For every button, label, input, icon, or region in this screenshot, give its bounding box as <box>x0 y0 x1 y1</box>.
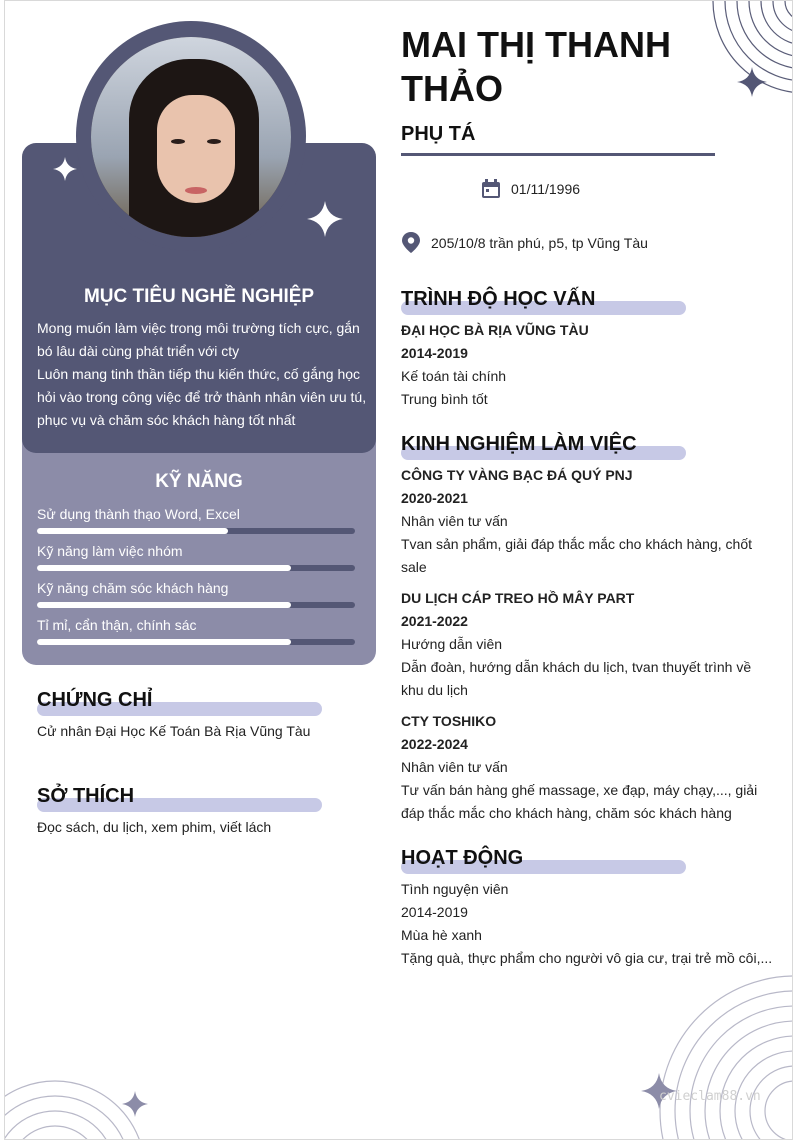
job-description: khu du lịch <box>401 682 468 698</box>
skill-bar-fill <box>37 602 291 608</box>
job-period: 2021-2022 <box>401 613 468 629</box>
experience-job <box>401 587 763 702</box>
education-title: TRÌNH ĐỘ HỌC VẤN <box>401 288 596 310</box>
objective-line: hỏi vào trong công việc để trở thành nhân viên ưu tú, <box>37 389 367 405</box>
experience-heading <box>401 433 637 456</box>
job-position: Nhân viên tư vấn <box>401 513 508 529</box>
skill-bar-fill <box>37 528 228 534</box>
job-description: sale <box>401 559 427 575</box>
activities-block <box>401 878 772 970</box>
address-text: 205/10/8 trần phú, p5, tp Vũng Tàu <box>431 235 648 251</box>
skill-label: Kỹ năng chăm sóc khách hàng <box>37 580 229 596</box>
calendar-icon <box>481 179 501 199</box>
experience-job <box>401 464 763 579</box>
sparkle-icon <box>122 1091 148 1117</box>
location-pin-icon <box>401 232 421 254</box>
job-company: CÔNG TY VÀNG BẠC ĐÁ QUÝ PNJ <box>401 467 633 483</box>
watermark: cvieclam88.vn <box>659 1089 761 1104</box>
education-school: ĐẠI HỌC BÀ RỊA VŨNG TÀU <box>401 322 589 338</box>
address-row <box>401 232 648 254</box>
hobbies-heading <box>37 785 134 808</box>
candidate-name <box>401 23 671 111</box>
experience-job <box>401 710 763 825</box>
hobbies-text: Đọc sách, du lịch, xem phim, viết lách <box>37 819 272 835</box>
job-description: Dẫn đoàn, hướng dẫn khách du lịch, tvan thuyết trình về <box>401 659 752 675</box>
skill-bar <box>37 528 355 534</box>
job-period: 2020-2021 <box>401 490 468 506</box>
certificates-heading <box>37 689 152 712</box>
activities-title: HOẠT ĐỘNG <box>401 847 524 869</box>
role-divider <box>401 153 715 156</box>
job-position: Hướng dẫn viên <box>401 636 503 652</box>
job-company: CTY TOSHIKO <box>401 713 497 729</box>
name-line: MAI THỊ THANH <box>401 24 671 65</box>
education-period: 2014-2019 <box>401 345 468 361</box>
skill-label: Sử dụng thành thạo Word, Excel <box>37 506 240 522</box>
activity-line: 2014-2019 <box>401 904 468 920</box>
education-major: Kế toán tài chính <box>401 368 507 384</box>
hobbies-title: SỞ THÍCH <box>37 785 135 807</box>
skill-label: Tỉ mỉ, cẩn thận, chính sác <box>37 617 197 633</box>
skill-item <box>37 616 355 634</box>
job-position: Nhân viên tư vấn <box>401 759 508 775</box>
activity-line: Tặng quà, thực phẩm cho người vô gia cư, trại trẻ mồ côi,... <box>401 950 773 966</box>
skill-item <box>37 505 355 523</box>
name-line: THẢO <box>401 68 503 109</box>
objective-line: Luôn mang tinh thần tiếp thu kiến thức, cố gắng học <box>37 366 361 382</box>
candidate-role: PHỤ TÁ <box>401 123 476 145</box>
activity-line: Mùa hè xanh <box>401 927 482 943</box>
sparkle-icon <box>307 199 343 239</box>
activity-line: Tình nguyện viên <box>401 881 509 897</box>
certificates-title: CHỨNG CHỈ <box>37 689 153 711</box>
skill-label: Kỹ năng làm việc nhóm <box>37 543 183 559</box>
education-block <box>401 319 589 411</box>
education-heading <box>401 288 595 311</box>
education-grade: Trung bình tốt <box>401 391 488 407</box>
skill-bar-fill <box>37 565 291 571</box>
objective-line: bó lâu dài cùng phát triển với cty <box>37 343 240 359</box>
activities-heading <box>401 847 523 870</box>
objective-line: Mong muốn làm việc trong môi trường tích cực, gắn <box>37 320 360 336</box>
skill-item <box>37 542 355 560</box>
sparkle-icon <box>737 67 767 97</box>
skill-bar <box>37 565 355 571</box>
objective-title: MỤC TIÊU NGHỀ NGHIỆP <box>83 286 315 307</box>
skill-bar <box>37 602 355 608</box>
job-company: DU LỊCH CÁP TREO HỒ MÂY PART <box>401 590 635 606</box>
decorative-arcs <box>645 961 793 1140</box>
birthday-row <box>481 179 580 199</box>
certificates-text: Cử nhân Đại Học Kế Toán Bà Rịa Vũng Tàu <box>37 723 311 739</box>
job-description: Tư vấn bán hàng ghế massage, xe đạp, máy chạy,..., giải <box>401 782 758 798</box>
avatar <box>91 37 291 237</box>
skill-bar-fill <box>37 639 291 645</box>
objective-line: phục vụ và chăm sóc khách hàng tốt nhất <box>37 412 296 428</box>
experience-title: KINH NGHIỆM LÀM VIỆC <box>401 433 637 455</box>
sparkle-icon <box>53 157 77 181</box>
job-description: Tvan sản phẩm, giải đáp thắc mắc cho khách hàng, chốt <box>401 536 752 552</box>
objective-text <box>37 317 367 432</box>
skills-title: KỸ NĂNG <box>155 471 243 492</box>
cv-page <box>4 0 793 1140</box>
skill-item <box>37 579 355 597</box>
birthday-text: 01/11/1996 <box>511 181 581 197</box>
skill-bar <box>37 639 355 645</box>
job-description: đáp thắc mắc cho khách hàng, chăm sóc khách hàng <box>401 805 732 821</box>
job-period: 2022-2024 <box>401 736 468 752</box>
